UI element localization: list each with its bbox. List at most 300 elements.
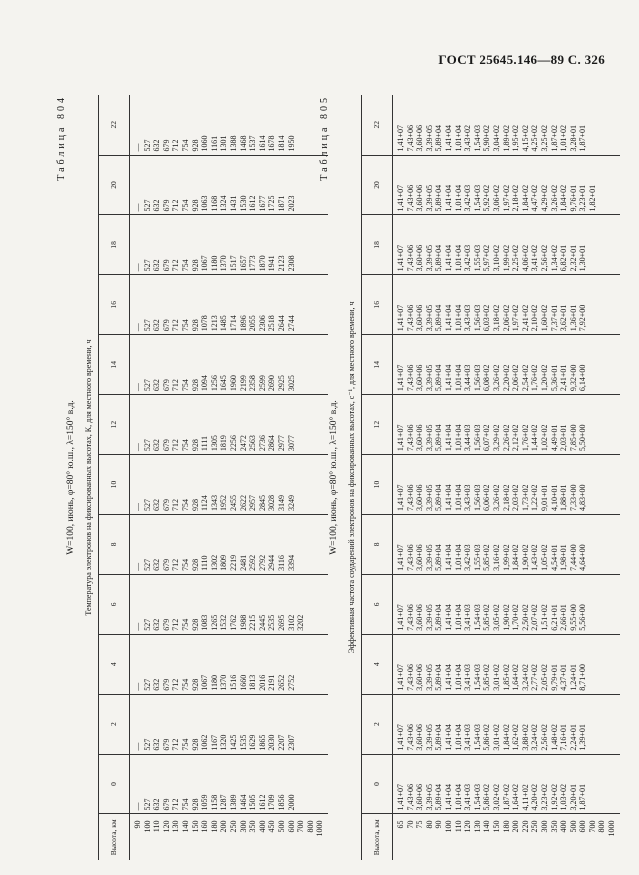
table-cell: 5,89+04: [434, 125, 444, 152]
table-cell: 2695: [276, 614, 286, 631]
table-cell: 6,06+02: [482, 484, 492, 511]
table-cell: 1,01+04: [453, 184, 463, 212]
table-cell: 3,39+05: [424, 783, 434, 811]
table-cell: 1,02+02: [539, 424, 549, 452]
table-cell: 2000: [286, 794, 296, 811]
altitude-value: 700: [587, 820, 597, 833]
value-column: [393, 574, 620, 634]
altitude-value: 70: [405, 820, 415, 829]
table-cell: 3,60+06: [415, 544, 425, 571]
table-cell: 3,39+05: [424, 604, 434, 631]
table-cell: 5,92+02: [482, 184, 492, 212]
table-cell: 1,92+02: [549, 783, 559, 811]
table-cell: —: [133, 263, 142, 272]
value-column: [393, 514, 620, 574]
table-cell: 3,06+02: [491, 184, 501, 212]
table-cell: 3,41+03: [463, 724, 473, 751]
table-cell: 632: [152, 498, 162, 511]
altitude-value: 90: [434, 820, 444, 829]
table-cell: 1,01+04: [453, 484, 463, 511]
table-cell: 1,60+02: [539, 304, 549, 332]
table-cell: 3,28+01: [568, 125, 578, 152]
table-cell: 4,54+01: [549, 544, 559, 571]
table-cell: 1389: [228, 794, 238, 811]
table-cell: 1,87+01: [578, 125, 588, 152]
table-cell: 527: [142, 199, 152, 212]
table-cell: 1762: [228, 614, 238, 631]
table-cell: 1,01+02: [559, 125, 569, 152]
table-cell: 3,39+05: [424, 664, 434, 691]
table-cell: 9,32+00: [568, 364, 578, 392]
table-cell: 1,41+04: [443, 184, 453, 212]
table-cell: 3,39+05: [424, 544, 434, 571]
altitude-value: 90: [133, 820, 142, 829]
table-cell: 1063: [200, 195, 210, 212]
value-column: [130, 95, 328, 155]
table-cell: 3,60+06: [415, 125, 425, 152]
table-cell: —: [133, 802, 142, 811]
table-cell: 3,26+02: [491, 484, 501, 511]
table-cell: 1,41+04: [443, 424, 453, 452]
table-cell: 3,20+01: [568, 783, 578, 811]
table-cell: 1,41+04: [443, 304, 453, 332]
table-cell: 1,01+04: [453, 424, 463, 452]
table-cell: 1,99+02: [501, 244, 511, 272]
table-cell: 754: [180, 558, 190, 571]
table-cell: 3,62+01: [559, 304, 569, 332]
table-cell: 1158: [209, 794, 219, 811]
altitude-value: 110: [152, 820, 162, 833]
table-cell: 2744: [286, 315, 296, 332]
altitude-value: 150: [190, 820, 200, 833]
table-cell: 1468: [238, 135, 248, 152]
table-cell: 2472: [238, 435, 248, 452]
value-column: [130, 455, 328, 515]
table-cell: 5,89+04: [434, 544, 444, 571]
table-cell: 3,10+02: [491, 244, 501, 272]
altitude-value: 180: [501, 820, 511, 833]
table-cell: 4,25+02: [530, 125, 540, 152]
table-cell: 3,39+05: [424, 484, 434, 511]
table-cell: 928: [190, 738, 200, 751]
table-cell: 3,23+01: [578, 184, 588, 212]
table-cell: 7,85+00: [568, 424, 578, 452]
table-cell: 754: [180, 319, 190, 332]
table-cell: 7,43+06: [405, 244, 415, 272]
altitude-value: 400: [559, 820, 569, 833]
table-cell: 1485: [219, 315, 229, 332]
table-cell: 2,56+02: [539, 724, 549, 751]
table-cell: 1988: [238, 614, 248, 631]
table-cell: 6,21+01: [549, 604, 559, 631]
table-cell: 1,41+07: [396, 364, 405, 392]
table-cell: 3025: [286, 375, 296, 392]
table-cell: 679: [161, 199, 171, 212]
table-cell: 3,29+02: [491, 424, 501, 452]
table-cell: 1657: [238, 255, 248, 272]
table-caption: Температура электронов на фиксированных высотах, К, для местного времени, ч: [84, 339, 93, 616]
table-cell: 2518: [267, 315, 277, 332]
table-cell: 2455: [228, 494, 238, 511]
table-cell: 3,43+03: [463, 304, 473, 332]
table-cell: 2,66+01: [559, 604, 569, 631]
table-cell: 5,85+02: [482, 544, 492, 571]
table-cell: 1,54+03: [472, 783, 482, 811]
table-cell: 6,82+01: [559, 244, 569, 272]
table-cell: 3,25+02: [539, 125, 549, 152]
time-column-header: 22: [99, 95, 130, 155]
table-cell: 4,20+02: [530, 783, 540, 811]
table-cell: 7,37+01: [549, 304, 559, 332]
table-cell: 1,41+07: [396, 125, 405, 152]
altitude-value: 400: [257, 820, 267, 833]
table-cell: 1,99+02: [501, 544, 511, 571]
table-cell: 1,90+02: [520, 544, 530, 571]
altitude-value: 500: [276, 820, 286, 833]
table-cell: 1612: [248, 195, 258, 212]
table-cell: 754: [180, 139, 190, 152]
table-cell: 1709: [267, 794, 277, 811]
altitude-value: 350: [549, 820, 559, 833]
table-cell: 1,54+03: [472, 604, 482, 631]
table-cell: 2219: [228, 554, 238, 571]
table-cell: 2792: [257, 554, 267, 571]
table-cell: 2,26+02: [501, 424, 511, 452]
table-cell: 754: [180, 618, 190, 631]
table-cell: 3,39+05: [424, 184, 434, 212]
table-cell: 1,62+02: [511, 724, 521, 751]
table-cell: 632: [152, 379, 162, 392]
altitude-value: 140: [482, 820, 492, 833]
table-cell: 1370: [219, 255, 229, 272]
table-cell: 754: [180, 498, 190, 511]
time-column-header: 12: [99, 395, 130, 455]
table-cell: 1,64+02: [511, 783, 521, 811]
table-cell: 1612: [257, 794, 267, 811]
table-cell: 754: [180, 259, 190, 272]
table-cell: 1,41+07: [396, 184, 405, 212]
table-cell: 2,03+02: [511, 484, 521, 511]
table-cell: 5,89+04: [434, 724, 444, 751]
table-cell: 2207: [276, 734, 286, 751]
table-cell: 1714: [228, 315, 238, 332]
table-cell: 1287: [219, 794, 229, 811]
table-cell: 6,14+00: [578, 364, 588, 392]
table-cell: 3,39+05: [424, 724, 434, 751]
table-cell: 1,41+04: [443, 604, 453, 631]
table-cell: 928: [190, 259, 200, 272]
time-column-header: 8: [362, 514, 393, 574]
value-column: [130, 395, 328, 455]
time-column-header: 0: [362, 754, 393, 814]
table-cell: 1168: [209, 195, 219, 212]
time-column-header: 14: [362, 335, 393, 395]
table-cell: 2,18+02: [511, 184, 521, 212]
value-column: [130, 694, 328, 754]
table-cell: 1,98+01: [559, 544, 569, 571]
table-cell: 3249: [286, 494, 296, 511]
altitude-value: 100: [142, 820, 152, 833]
table-cell: 632: [152, 439, 162, 452]
value-column: [130, 275, 328, 335]
table-cell: 1809: [219, 554, 229, 571]
table-cell: 2308: [286, 255, 296, 272]
table-cell: 3,43+03: [463, 484, 473, 511]
table-cell: 712: [171, 498, 181, 511]
table-cell: 679: [161, 738, 171, 751]
table-cell: 928: [190, 678, 200, 691]
table-cell: 527: [142, 798, 152, 811]
table-cell: 1301: [219, 135, 229, 152]
altitude-column: [130, 814, 328, 860]
altitude-value: 1000: [315, 820, 325, 837]
altitude-value: 120: [161, 820, 171, 833]
table-cell: 3,24+02: [520, 664, 530, 691]
table-cell: 928: [190, 379, 200, 392]
table-caption: Эффективная частота соударений электронов на фиксированных высотах, с⁻¹, для местного времени, ч: [347, 301, 356, 654]
table-cell: 1,54+03: [472, 664, 482, 691]
table-cell: 1180: [209, 255, 219, 272]
table-cell: 1856: [276, 794, 286, 811]
table-cell: 3028: [267, 494, 277, 511]
table-cell: 2,03+01: [559, 424, 569, 452]
table-cell: 1,20+02: [539, 364, 549, 392]
table-cell: 1819: [219, 435, 229, 452]
table-cell: 1078: [200, 315, 210, 332]
table-cell: 1,41+04: [443, 484, 453, 511]
value-column: [393, 155, 620, 215]
value-column: [393, 335, 620, 395]
table-cell: 3116: [276, 555, 286, 571]
table-cell: 632: [152, 798, 162, 811]
table-cell: 2481: [238, 554, 248, 571]
table-cell: 3,02+02: [491, 783, 501, 811]
table-cell: 7,43+06: [405, 304, 415, 332]
table-cell: 679: [161, 379, 171, 392]
table-cell: 1,41+07: [396, 304, 405, 332]
table-cell: 5,56+00: [578, 604, 588, 631]
table-cell: 1,36+01: [568, 304, 578, 332]
value-column: [130, 754, 328, 814]
table-cell: 7,16+01: [559, 724, 569, 751]
table-cell: 2445: [257, 614, 267, 631]
table-cell: 1,73+02: [520, 484, 530, 511]
table-cell: 2,50+02: [520, 604, 530, 631]
table-cell: 6,03+02: [482, 304, 492, 332]
table-cell: 3,18+02: [491, 304, 501, 332]
altitude-value: 140: [180, 820, 190, 833]
table-cell: 9,76+01: [568, 184, 578, 212]
table-cell: —: [133, 682, 142, 691]
table-cell: 7,43+06: [405, 125, 415, 152]
table-cell: 2307: [286, 734, 296, 751]
table-cell: 632: [152, 558, 162, 571]
table-cell: 712: [171, 319, 181, 332]
table-cell: 2690: [267, 375, 277, 392]
table-cell: 4,06+02: [520, 244, 530, 272]
table-cell: 1,01+04: [453, 125, 463, 152]
table-cell: 754: [180, 439, 190, 452]
table-cell: 1067: [200, 674, 210, 691]
table-cell: 712: [171, 678, 181, 691]
time-column-header: 4: [99, 634, 130, 694]
table-cell: 527: [142, 558, 152, 571]
table-cell: 4,29+02: [539, 184, 549, 212]
table-cell: 1,41+04: [443, 244, 453, 272]
table-cell: 3,44+03: [463, 424, 473, 452]
table-cell: 1180: [209, 674, 219, 691]
table-cell: 3,39+05: [424, 125, 434, 152]
altitude-value: 350: [248, 820, 258, 833]
table-cell: 3,41+03: [463, 664, 473, 691]
table-cell: 679: [161, 798, 171, 811]
table-cell: 9,55+00: [568, 604, 578, 631]
time-column-header: 10: [99, 455, 130, 515]
value-column: [130, 215, 328, 275]
altitude-value: 600: [578, 820, 588, 833]
table-cell: 1059: [200, 794, 210, 811]
value-column: [130, 574, 328, 634]
table-cell: 2055: [248, 315, 258, 332]
table-cell: 2,06+02: [501, 304, 511, 332]
table-cell: 1,01+04: [453, 664, 463, 691]
table-cell: 1,41+07: [396, 664, 405, 691]
table-cell: 7,33+00: [568, 484, 578, 511]
table-cell: 527: [142, 319, 152, 332]
table-cell: 1324: [219, 195, 229, 212]
table-cell: 1,76+02: [530, 364, 540, 392]
table-cell: 1,51+02: [539, 604, 549, 631]
table-cell: 4,10+01: [549, 484, 559, 511]
altitude-value: 80: [424, 820, 434, 829]
table-cell: —: [133, 502, 142, 511]
table-cell: 1,41+07: [396, 724, 405, 751]
table-cell: 2,18+02: [501, 484, 511, 511]
table-cell: 5,36+01: [549, 364, 559, 392]
table-row: [130, 95, 328, 860]
table-cell: 1,01+04: [453, 364, 463, 392]
table-cell: 712: [171, 798, 181, 811]
table-cell: 712: [171, 259, 181, 272]
table-cell: 1,88+01: [559, 484, 569, 511]
time-column-header: 16: [99, 275, 130, 335]
table-cell: 7,43+06: [405, 664, 415, 691]
table-cell: 1083: [200, 614, 210, 631]
table-cell: 1950: [286, 135, 296, 152]
value-column: [393, 634, 620, 694]
table-cell: 1,54+03: [472, 184, 482, 212]
table-cell: 754: [180, 678, 190, 691]
table-cell: 3,42+03: [463, 544, 473, 571]
table-cell: 679: [161, 319, 171, 332]
table-cell: 1,05+02: [539, 544, 549, 571]
table-cell: 2,24+01: [568, 724, 578, 751]
value-column: [130, 634, 328, 694]
table-cell: 3,41+03: [463, 604, 473, 631]
table-cell: 1,76+02: [520, 424, 530, 452]
table-cell: 2944: [267, 554, 277, 571]
table-cell: 2256: [228, 435, 238, 452]
table-cell: 2191: [267, 674, 277, 691]
table-label: Таблица 804: [56, 95, 67, 181]
table-cell: 928: [190, 139, 200, 152]
table-cell: 1,84+02: [501, 724, 511, 751]
table-cell: 5,86+02: [482, 724, 492, 751]
table-cell: 1,41+07: [396, 484, 405, 511]
table-cell: —: [133, 323, 142, 332]
time-column-header: 22: [362, 95, 393, 155]
table-cell: 1124: [200, 495, 210, 511]
table-cell: 928: [190, 798, 200, 811]
altitude-value: 180: [209, 820, 219, 833]
table-cell: 1,41+04: [443, 125, 453, 152]
table-cell: 3,60+06: [415, 724, 425, 751]
table-cell: 712: [171, 618, 181, 631]
value-column: [130, 155, 328, 215]
table-cell: 2977: [276, 435, 286, 452]
table-cell: 2199: [238, 375, 248, 392]
table-cell: 1865: [257, 734, 267, 751]
table-cell: 1813: [248, 674, 258, 691]
table-cell: 2358: [248, 375, 258, 392]
table-cell: 1,70+02: [511, 604, 521, 631]
table-cell: 5,89+04: [434, 783, 444, 811]
table-cell: 1425: [228, 734, 238, 751]
table-cell: 5,86+02: [482, 783, 492, 811]
table-cell: 1,03+02: [559, 783, 569, 811]
time-column-header: 18: [362, 215, 393, 275]
table-cell: 1161: [209, 135, 219, 152]
table-cell: 4,83+00: [578, 484, 588, 511]
table-cell: 1517: [228, 255, 238, 272]
table-cell: 3,39+05: [424, 424, 434, 452]
table-cell: 5,89+04: [434, 484, 444, 511]
table-cell: —: [133, 443, 142, 452]
altitude-value: 150: [491, 820, 501, 833]
table-cell: 7,43+06: [405, 783, 415, 811]
table-cell: 2864: [267, 435, 277, 452]
table-cell: 5,50+00: [578, 424, 588, 452]
altitude-value: 100: [443, 820, 453, 833]
altitude-value: 220: [520, 820, 530, 833]
table-cell: 928: [190, 498, 200, 511]
table-cell: 679: [161, 678, 171, 691]
table-cell: 3,42+03: [463, 244, 473, 272]
table-cell: 712: [171, 199, 181, 212]
table-cell: 1,84+02: [511, 544, 521, 571]
time-column-header: 4: [362, 634, 393, 694]
table-cell: 3,60+06: [415, 184, 425, 212]
table-cell: 1,89+02: [501, 125, 511, 152]
table-cell: 1,01+04: [453, 604, 463, 631]
value-column: [393, 215, 620, 275]
table-cell: 3,05+02: [491, 604, 501, 631]
table-cell: 3,01+02: [491, 664, 501, 691]
table-cell: 1,56+03: [472, 364, 482, 392]
table-cell: 1678: [267, 135, 277, 152]
table-cell: 1629: [248, 734, 258, 751]
table-cell: 1952: [219, 494, 229, 511]
table-cell: 1505: [248, 794, 258, 811]
table-cell: 1,01+04: [453, 304, 463, 332]
table-cell: 2957: [248, 494, 258, 511]
time-column-header: 12: [362, 395, 393, 455]
altitude-value: 130: [472, 820, 482, 833]
table-cell: 1896: [238, 315, 248, 332]
table-cell: —: [133, 203, 142, 212]
altitude-value: 200: [511, 820, 521, 833]
table-cell: 1535: [238, 734, 248, 751]
